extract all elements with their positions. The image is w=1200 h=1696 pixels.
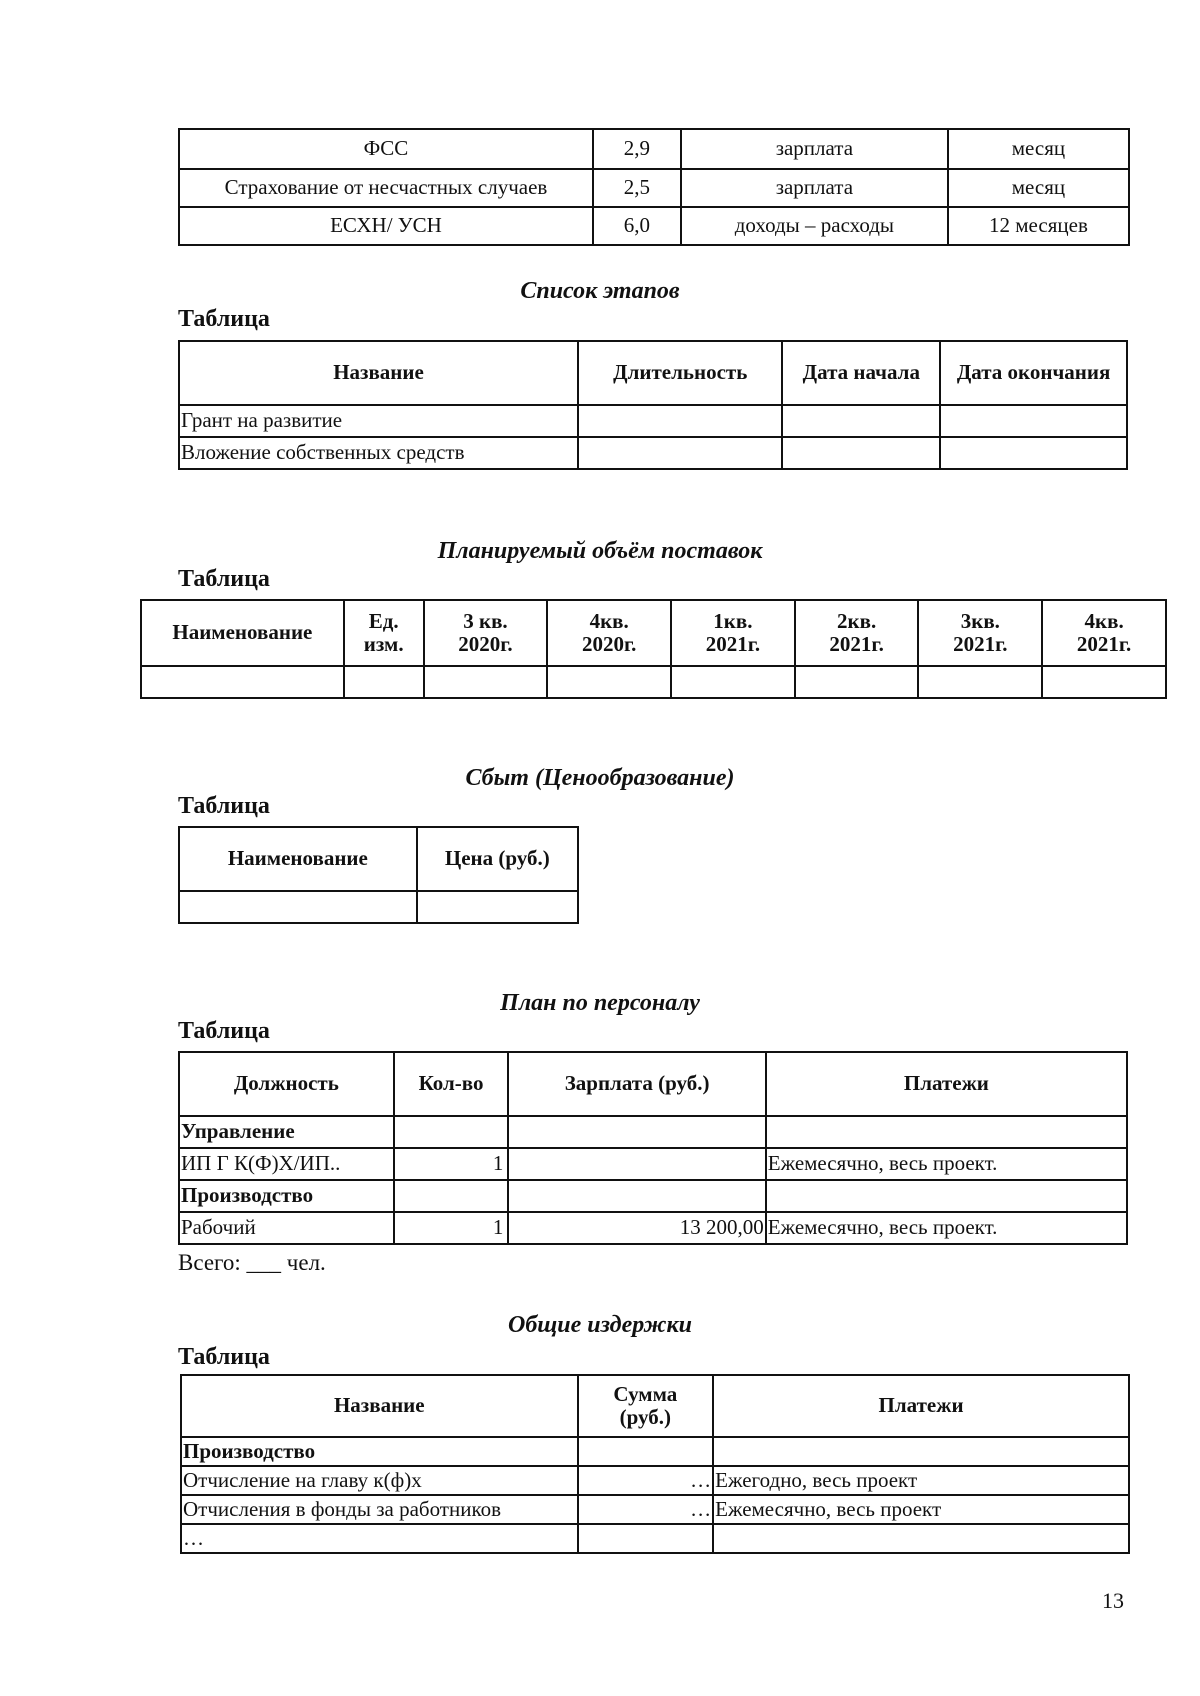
- header-line2: 2021г.: [705, 632, 761, 656]
- table-row: [179, 207, 1129, 245]
- page-number: 13: [1102, 1588, 1124, 1613]
- column-header: Длительность: [578, 341, 782, 405]
- header-line1: Сумма: [613, 1381, 678, 1406]
- empty-cell: [766, 1180, 1127, 1212]
- position-name: ИП Г К(Ф)Х/ИП..: [179, 1148, 394, 1180]
- table-header-row: [179, 827, 578, 891]
- header-line2: 2021г.: [1076, 632, 1132, 656]
- header-line2: (руб.): [619, 1405, 672, 1429]
- header-line2: 2020г.: [458, 632, 513, 656]
- cost-payments: Ежегодно, весь проект: [713, 1466, 1129, 1495]
- empty-cell: [918, 666, 1042, 698]
- tax-period: 12 месяцев: [948, 207, 1129, 245]
- position-name: Рабочий: [179, 1212, 394, 1244]
- table-row: [179, 891, 578, 923]
- stage-duration: [578, 405, 782, 437]
- empty-cell: [394, 1116, 509, 1148]
- table-row: [179, 437, 1127, 469]
- table-row: [181, 1524, 1129, 1553]
- column-header: Платежи: [713, 1375, 1129, 1437]
- tax-rate: 2,9: [593, 129, 681, 169]
- empty-cell: [578, 1524, 714, 1553]
- table-header-row: [181, 1375, 1129, 1437]
- staff-total-suffix: чел.: [286, 1250, 326, 1275]
- tax-rate: 6,0: [593, 207, 681, 245]
- tax-base: доходы – расходы: [681, 207, 948, 245]
- cost-sum: …: [578, 1466, 714, 1495]
- empty-cell: [344, 666, 424, 698]
- header-line2: изм.: [363, 632, 404, 656]
- column-header: Должность: [179, 1052, 394, 1116]
- header-line1: 2кв.: [837, 608, 877, 633]
- empty-cell: [508, 1180, 765, 1212]
- empty-cell: [394, 1180, 509, 1212]
- position-payments: Ежемесячно, весь проект.: [766, 1148, 1127, 1180]
- tax-period: месяц: [948, 129, 1129, 169]
- empty-cell: [508, 1116, 765, 1148]
- column-header: [578, 1375, 714, 1437]
- column-header: Кол-во: [394, 1052, 509, 1116]
- empty-cell: [424, 666, 548, 698]
- table-row: [179, 405, 1127, 437]
- column-header: Цена (руб.): [417, 827, 578, 891]
- header-line1: 1кв.: [713, 608, 753, 633]
- pricing-title: Сбыт (Ценообразование): [465, 765, 735, 791]
- section-heading: Управление: [179, 1116, 394, 1148]
- cost-name: …: [181, 1524, 578, 1553]
- empty-cell: [578, 1437, 714, 1466]
- staff-table: [178, 1051, 1128, 1245]
- position-payments: Ежемесячно, весь проект.: [766, 1212, 1127, 1244]
- stage-name: Грант на развитие: [179, 405, 578, 437]
- empty-cell: [179, 891, 417, 923]
- overhead-table-label: Таблица: [178, 1344, 270, 1370]
- header-line1: 4кв.: [1084, 608, 1124, 633]
- stage-duration: [578, 437, 782, 469]
- column-header: Название: [179, 341, 578, 405]
- column-header: [141, 600, 344, 666]
- table-row: [141, 666, 1166, 698]
- position-salary: 13 200,00: [508, 1212, 765, 1244]
- overhead-title: Общие издержки: [507, 1312, 693, 1338]
- header-line1: 3 кв.: [463, 608, 508, 633]
- supply-title: Планируемый объём поставок: [437, 538, 763, 564]
- column-header: [1042, 600, 1166, 666]
- supply-table-label: Таблица: [178, 566, 270, 592]
- tax-base: зарплата: [681, 169, 948, 207]
- stages-table: [178, 340, 1128, 470]
- tax-period: месяц: [948, 169, 1129, 207]
- position-count: 1: [394, 1148, 509, 1180]
- tax-table: [178, 128, 1130, 246]
- table-row: [179, 129, 1129, 169]
- stage-end: [940, 405, 1127, 437]
- empty-cell: [713, 1524, 1129, 1553]
- staff-total-blank: ___: [246, 1250, 282, 1275]
- tax-name: ЕСХН/ УСН: [179, 207, 593, 245]
- cost-name: Отчисления в фонды за работников: [181, 1495, 578, 1524]
- stages-title: Список этапов: [520, 278, 680, 304]
- table-row: [179, 1116, 1127, 1148]
- empty-cell: [766, 1116, 1127, 1148]
- column-header: [918, 600, 1042, 666]
- empty-cell: [141, 666, 344, 698]
- stage-name: Вложение собственных средств: [179, 437, 578, 469]
- stage-start: [782, 405, 940, 437]
- table-header-row: [179, 1052, 1127, 1116]
- header-line2: 2021г.: [829, 632, 884, 656]
- staff-title: План по персоналу: [500, 990, 700, 1016]
- stages-table-label: Таблица: [178, 306, 270, 332]
- section-heading: Производство: [181, 1437, 578, 1466]
- column-header: Зарплата (руб.): [508, 1052, 765, 1116]
- header-text: Наименование: [172, 620, 313, 645]
- cost-name: Отчисление на главу к(ф)х: [181, 1466, 578, 1495]
- header-line2: 2021г.: [953, 632, 1008, 656]
- supply-table: [140, 599, 1167, 699]
- staff-total: [178, 1250, 326, 1276]
- column-header: Дата окончания: [940, 341, 1127, 405]
- empty-cell: [671, 666, 795, 698]
- table-row: [181, 1495, 1129, 1524]
- tax-rate: 2,5: [593, 169, 681, 207]
- column-header: Платежи: [766, 1052, 1127, 1116]
- table-header-row: [141, 600, 1166, 666]
- column-header: [547, 600, 671, 666]
- tax-name: ФСС: [179, 129, 593, 169]
- table-header-row: [179, 341, 1127, 405]
- table-row: [179, 1148, 1127, 1180]
- pricing-table-label: Таблица: [178, 793, 270, 819]
- table-row: [179, 1212, 1127, 1244]
- stage-end: [940, 437, 1127, 469]
- table-row: [181, 1437, 1129, 1466]
- table-row: [179, 1180, 1127, 1212]
- position-count: 1: [394, 1212, 509, 1244]
- empty-cell: [795, 666, 919, 698]
- pricing-table: [178, 826, 579, 924]
- column-header: [671, 600, 795, 666]
- table-row: [179, 169, 1129, 207]
- cost-payments: Ежемесячно, весь проект: [713, 1495, 1129, 1524]
- header-line1: Ед.: [368, 608, 399, 633]
- empty-cell: [1042, 666, 1166, 698]
- stage-start: [782, 437, 940, 469]
- table-row: [181, 1466, 1129, 1495]
- tax-base: зарплата: [681, 129, 948, 169]
- column-header: Наименование: [179, 827, 417, 891]
- empty-cell: [547, 666, 671, 698]
- column-header: [424, 600, 548, 666]
- header-line1: 3кв.: [960, 608, 1000, 633]
- column-header: Дата начала: [782, 341, 940, 405]
- column-header: [344, 600, 424, 666]
- header-line1: 4кв.: [589, 608, 629, 633]
- empty-cell: [713, 1437, 1129, 1466]
- empty-cell: [417, 891, 578, 923]
- column-header: [795, 600, 919, 666]
- header-line2: 2020г.: [581, 632, 637, 656]
- position-salary: [508, 1148, 765, 1180]
- column-header: Название: [181, 1375, 578, 1437]
- tax-name: Страхование от несчастных случаев: [179, 169, 593, 207]
- staff-table-label: Таблица: [178, 1018, 270, 1044]
- staff-total-prefix: Всего:: [178, 1250, 241, 1275]
- section-heading: Производство: [179, 1180, 394, 1212]
- overhead-table: [180, 1374, 1130, 1554]
- cost-sum: …: [578, 1495, 714, 1524]
